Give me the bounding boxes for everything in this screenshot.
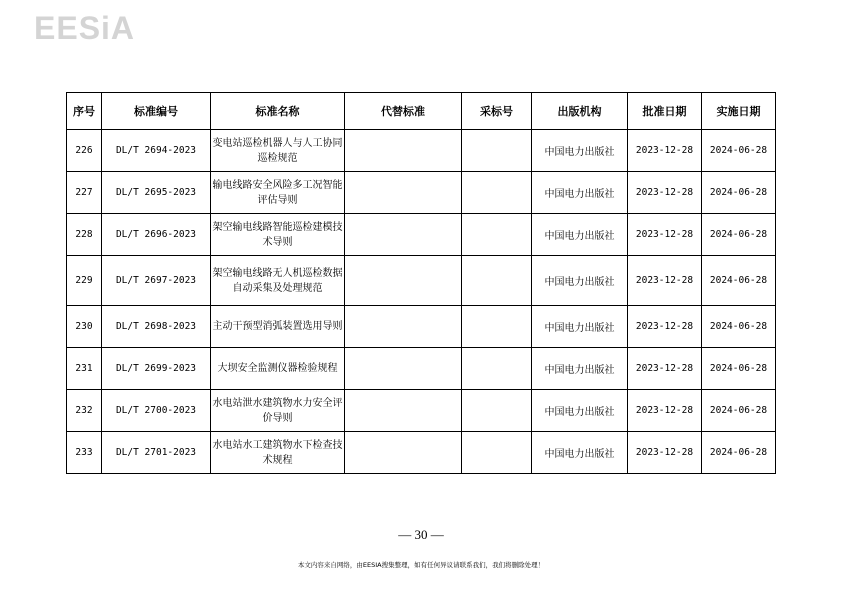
cell-approved: 2023-12-28 [628,172,702,214]
cell-replaces [345,390,462,432]
cell-publisher: 中国电力出版社 [532,256,628,306]
cell-publisher: 中国电力出版社 [532,172,628,214]
table-row [67,306,776,348]
cell-name: 水电站泄水建筑物水力安全评价导则 [211,390,345,432]
cell-effective: 2024-06-28 [702,130,776,172]
cell-approved: 2023-12-28 [628,390,702,432]
cell-code: DL/T 2694-2023 [102,130,211,172]
cell-effective: 2024-06-28 [702,306,776,348]
table-row [67,432,776,474]
cell-replaces [345,432,462,474]
header-replaces: 代替标准 [345,93,462,130]
cell-adopted [462,130,532,172]
table-row [67,390,776,432]
cell-effective: 2024-06-28 [702,348,776,390]
cell-no: 229 [67,256,102,306]
cell-no: 228 [67,214,102,256]
cell-approved: 2023-12-28 [628,432,702,474]
cell-replaces [345,214,462,256]
cell-no: 226 [67,130,102,172]
cell-no: 231 [67,348,102,390]
cell-effective: 2024-06-28 [702,214,776,256]
cell-no: 230 [67,306,102,348]
footer-disclaimer: 本文内容来自网络，由EESIA搜集整理，如有任何异议请联系我们，我们将删除处理！ [297,561,545,569]
cell-approved: 2023-12-28 [628,130,702,172]
cell-adopted [462,214,532,256]
table-row [67,348,776,390]
cell-adopted [462,432,532,474]
cell-approved: 2023-12-28 [628,214,702,256]
cell-name: 水电站水工建筑物水下检查技术规程 [211,432,345,474]
cell-publisher: 中国电力出版社 [532,390,628,432]
table-header-row [67,93,776,130]
cell-code: DL/T 2701-2023 [102,432,211,474]
cell-name: 输电线路安全风险多工况智能评估导则 [211,172,345,214]
cell-adopted [462,390,532,432]
cell-approved: 2023-12-28 [628,306,702,348]
cell-publisher: 中国电力出版社 [532,130,628,172]
cell-name: 架空输电线路智能巡检建模技术导则 [211,214,345,256]
header-no: 序号 [67,93,102,130]
cell-publisher: 中国电力出版社 [532,432,628,474]
cell-approved: 2023-12-28 [628,256,702,306]
cell-code: DL/T 2695-2023 [102,172,211,214]
cell-effective: 2024-06-28 [702,390,776,432]
cell-adopted [462,172,532,214]
cell-replaces [345,348,462,390]
header-effective: 实施日期 [702,93,776,130]
header-code: 标准编号 [102,93,211,130]
cell-effective: 2024-06-28 [702,432,776,474]
cell-name: 变电站巡检机器人与人工协同巡检规范 [211,130,345,172]
header-adopted: 采标号 [462,93,532,130]
cell-publisher: 中国电力出版社 [532,306,628,348]
cell-publisher: 中国电力出版社 [532,348,628,390]
header-name: 标准名称 [211,93,345,130]
header-approved: 批准日期 [628,93,702,130]
cell-name: 主动干预型消弧装置选用导则 [211,306,345,348]
page-number: — 30 — [398,527,444,542]
cell-code: DL/T 2699-2023 [102,348,211,390]
cell-replaces [345,256,462,306]
eesia-logo: EESiA [34,10,136,46]
cell-code: DL/T 2698-2023 [102,306,211,348]
table-row [67,256,776,306]
header-publisher: 出版机构 [532,93,628,130]
table-row [67,214,776,256]
cell-adopted [462,256,532,306]
cell-no: 233 [67,432,102,474]
cell-no: 227 [67,172,102,214]
table-row [67,130,776,172]
cell-code: DL/T 2696-2023 [102,214,211,256]
cell-publisher: 中国电力出版社 [532,214,628,256]
cell-replaces [345,130,462,172]
cell-replaces [345,306,462,348]
standards-table [66,92,776,474]
cell-replaces [345,172,462,214]
table-row [67,172,776,214]
cell-code: DL/T 2697-2023 [102,256,211,306]
cell-effective: 2024-06-28 [702,256,776,306]
cell-code: DL/T 2700-2023 [102,390,211,432]
cell-name: 大坝安全监测仪器检验规程 [211,348,345,390]
cell-adopted [462,348,532,390]
cell-name: 架空输电线路无人机巡检数据自动采集及处理规范 [211,256,345,306]
cell-adopted [462,306,532,348]
cell-approved: 2023-12-28 [628,348,702,390]
cell-effective: 2024-06-28 [702,172,776,214]
cell-no: 232 [67,390,102,432]
